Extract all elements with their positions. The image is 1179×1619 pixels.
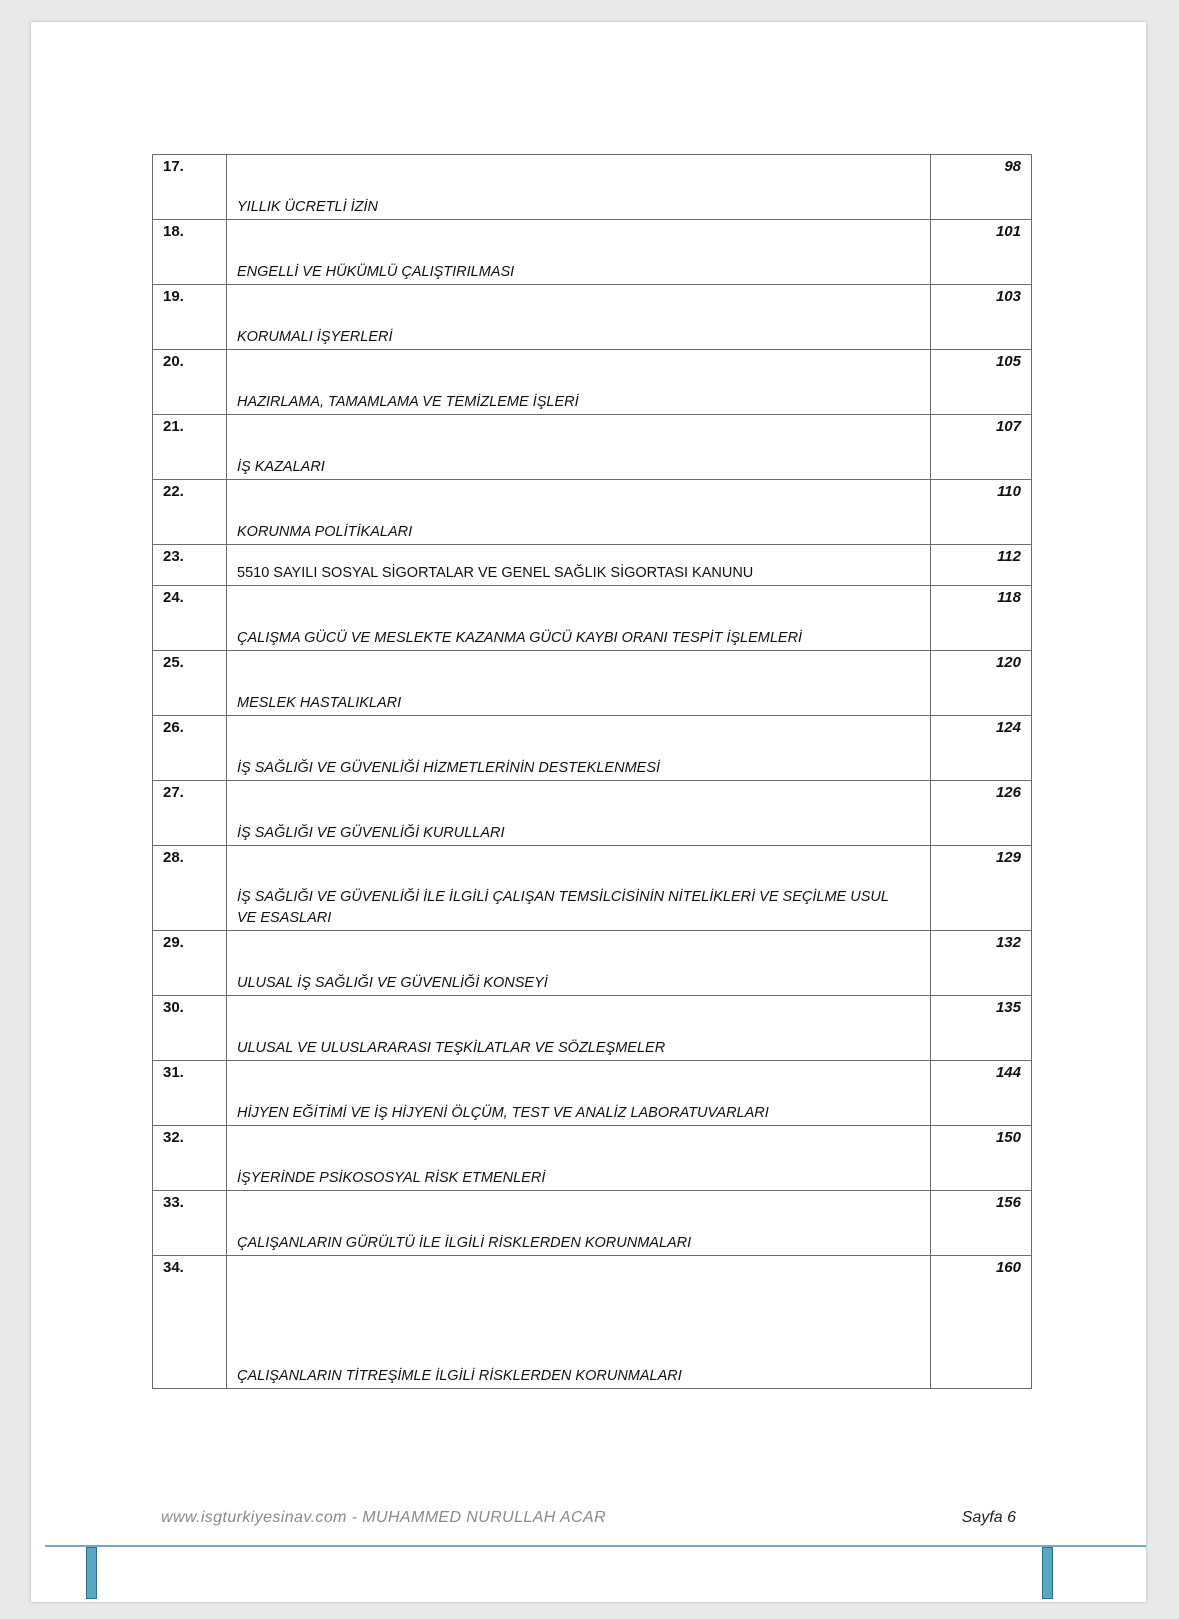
- footer-website-author: www.isgturkiyesinav.com - MUHAMMED NURULLAH ACAR: [161, 1509, 607, 1526]
- toc-item-title[interactable]: İŞ SAĞLIĞI VE GÜVENLİĞİ HİZMETLERİNİN DESTEKLENMESİ: [237, 760, 661, 776]
- toc-row: [153, 846, 1032, 931]
- toc-title-cell: [227, 1061, 931, 1126]
- toc-row: [153, 480, 1032, 545]
- toc-item-number: 22.: [153, 480, 227, 545]
- toc-page-number: 120: [931, 651, 1032, 716]
- toc-item-title[interactable]: ENGELLİ VE HÜKÜMLÜ ÇALIŞTIRILMASI: [237, 264, 515, 280]
- toc-item-number: 17.: [153, 155, 227, 220]
- toc-row: [153, 350, 1032, 415]
- toc-item-title[interactable]: İŞYERİNDE PSİKOSOSYAL RİSK ETMENLERİ: [237, 1170, 546, 1186]
- toc-row: [153, 931, 1032, 996]
- toc-page-number: 135: [931, 996, 1032, 1061]
- toc-item-title[interactable]: ÇALIŞANLARIN TİTREŞİMLE İLGİLİ RİSKLERDEN KORUNMALARI: [237, 1368, 682, 1384]
- toc-title-cell: [227, 586, 931, 651]
- toc-title-cell: [227, 651, 931, 716]
- toc-item-number: 33.: [153, 1191, 227, 1256]
- toc-row: [153, 716, 1032, 781]
- toc-item-title[interactable]: İŞ KAZALARI: [237, 459, 325, 475]
- toc-page-number: 124: [931, 716, 1032, 781]
- toc-page-number: 144: [931, 1061, 1032, 1126]
- toc-item-title[interactable]: ULUSAL İŞ SAĞLIĞI VE GÜVENLİĞİ KONSEYİ: [237, 975, 548, 991]
- toc-item-title[interactable]: KORUNMA POLİTİKALARI: [237, 524, 413, 540]
- toc-title-cell: [227, 220, 931, 285]
- toc-item-title[interactable]: MESLEK HASTALIKLARI: [237, 695, 402, 711]
- footer-rule: [45, 1545, 1146, 1547]
- toc-item-number: 27.: [153, 781, 227, 846]
- toc-item-number: 18.: [153, 220, 227, 285]
- toc-row: [153, 1256, 1032, 1389]
- toc-item-title[interactable]: HİJYEN EĞİTİMİ VE İŞ HİJYENİ ÖLÇÜM, TEST VE ANALİZ LABORATUVARLARI: [237, 1105, 769, 1121]
- toc-item-number: 29.: [153, 931, 227, 996]
- toc-page-number: 129: [931, 846, 1032, 931]
- toc-page-number: 150: [931, 1126, 1032, 1191]
- toc-item-title[interactable]: KORUMALI İŞYERLERİ: [237, 329, 393, 345]
- toc-title-cell: [227, 716, 931, 781]
- toc-item-number: 23.: [153, 545, 227, 586]
- toc-title-cell: [227, 846, 931, 931]
- toc-item-title[interactable]: YILLIK ÜCRETLİ İZİN: [237, 199, 379, 215]
- toc-page-number: 105: [931, 350, 1032, 415]
- toc-page-number: 160: [931, 1256, 1032, 1389]
- toc-title-cell: [227, 350, 931, 415]
- toc-title-cell: [227, 781, 931, 846]
- toc-item-number: 19.: [153, 285, 227, 350]
- toc-item-number: 24.: [153, 586, 227, 651]
- toc-title-cell: [227, 480, 931, 545]
- toc-row: [153, 586, 1032, 651]
- toc-title-cell: [227, 155, 931, 220]
- document-page: [31, 22, 1146, 1602]
- toc-item-number: 30.: [153, 996, 227, 1061]
- toc-item-number: 20.: [153, 350, 227, 415]
- toc-item-title[interactable]: ÇALIŞMA GÜCÜ VE MESLEKTE KAZANMA GÜCÜ KAYBI ORANI TESPİT İŞLEMLERİ: [237, 630, 803, 646]
- footer-right-marker: [1042, 1547, 1053, 1599]
- toc-item-title[interactable]: İŞ SAĞLIĞI VE GÜVENLİĞİ İLE İLGİLİ ÇALIŞAN TEMSİLCİSİNİN NİTELİKLERİ VE SEÇİLME USUL VE ESASLARI: [237, 889, 889, 926]
- toc-row: [153, 1191, 1032, 1256]
- toc-row: [153, 1061, 1032, 1126]
- toc-item-number: 28.: [153, 846, 227, 931]
- toc-title-cell: [227, 1126, 931, 1191]
- footer-left-marker: [86, 1547, 97, 1599]
- toc-item-number: 31.: [153, 1061, 227, 1126]
- toc-item-number: 26.: [153, 716, 227, 781]
- toc-page-number: 132: [931, 931, 1032, 996]
- table-of-contents: [152, 154, 1032, 1389]
- toc-row: [153, 545, 1032, 586]
- toc-item-title[interactable]: HAZIRLAMA, TAMAMLAMA VE TEMİZLEME İŞLERİ: [237, 394, 579, 410]
- toc-row: [153, 781, 1032, 846]
- toc-title-cell: [227, 1256, 931, 1389]
- toc-item-number: 21.: [153, 415, 227, 480]
- toc-page-number: 156: [931, 1191, 1032, 1256]
- footer-page-number: Sayfa 6: [961, 1509, 1016, 1526]
- toc-title-cell: [227, 996, 931, 1061]
- toc-row: [153, 1126, 1032, 1191]
- toc-row: [153, 415, 1032, 480]
- toc-page-number: 118: [931, 586, 1032, 651]
- toc-page-number: 107: [931, 415, 1032, 480]
- toc-row: [153, 996, 1032, 1061]
- toc-title-cell: [227, 545, 931, 586]
- toc-title-cell: [227, 931, 931, 996]
- toc-row: [153, 155, 1032, 220]
- toc-title-cell: [227, 1191, 931, 1256]
- toc-item-title[interactable]: ÇALIŞANLARIN GÜRÜLTÜ İLE İLGİLİ RİSKLERDEN KORUNMALARI: [237, 1235, 692, 1251]
- toc-item-number: 34.: [153, 1256, 227, 1389]
- toc-page-number: 98: [931, 155, 1032, 220]
- page-footer: [161, 1509, 1016, 1531]
- toc-item-number: 25.: [153, 651, 227, 716]
- toc-row: [153, 651, 1032, 716]
- toc-item-number: 32.: [153, 1126, 227, 1191]
- toc-title-cell: [227, 415, 931, 480]
- toc-page-number: 110: [931, 480, 1032, 545]
- toc-item-title[interactable]: 5510 SAYILI SOSYAL SİGORTALAR VE GENEL SAĞLIK SİGORTASI KANUNU: [237, 565, 754, 581]
- toc-page-number: 112: [931, 545, 1032, 586]
- toc-row: [153, 220, 1032, 285]
- toc-page-number: 101: [931, 220, 1032, 285]
- toc-title-cell: [227, 285, 931, 350]
- toc-row: [153, 285, 1032, 350]
- toc-body: [153, 155, 1032, 1389]
- toc-item-title[interactable]: ULUSAL VE ULUSLARARASI TEŞKİLATLAR VE SÖZLEŞMELER: [237, 1040, 666, 1056]
- toc-page-number: 103: [931, 285, 1032, 350]
- toc-item-title[interactable]: İŞ SAĞLIĞI VE GÜVENLİĞİ KURULLARI: [237, 825, 505, 841]
- toc-page-number: 126: [931, 781, 1032, 846]
